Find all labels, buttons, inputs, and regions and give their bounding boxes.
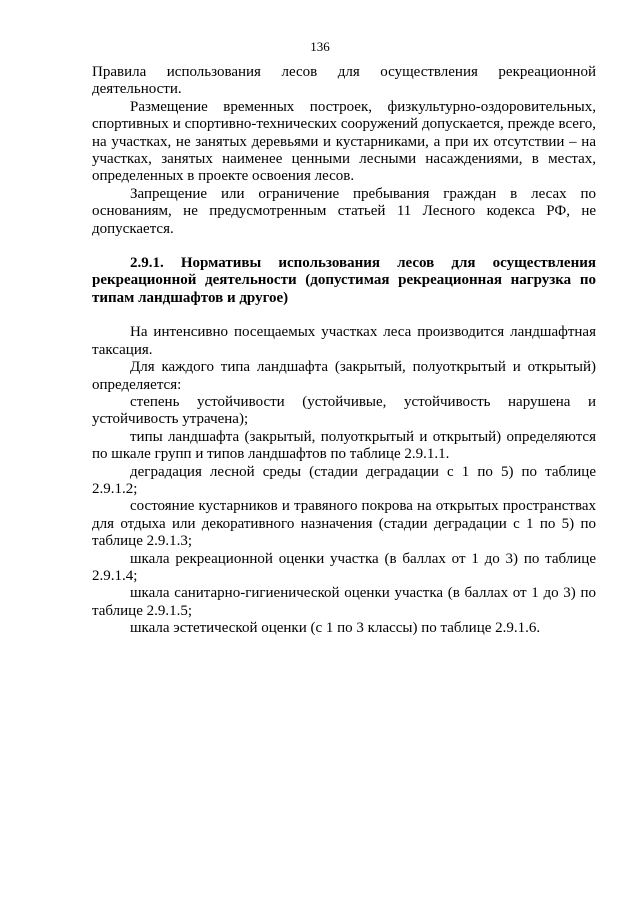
section-heading: 2.9.1. Нормативы использования лесов для осуществления рекреационной деятельности (допустимая рекреационная нагрузка по типам ландшафтов и другое) [92, 255, 596, 306]
list-item-landscape-types: типы ландшафта (закрытый, полуоткрытый и открытый) определяются по шкале групп и типов ландшафтов по таблице 2.9.1.1. [92, 428, 596, 463]
list-item-aesthetic-score: шкала эстетической оценки (с 1 по 3 классы) по таблице 2.9.1.6. [130, 620, 541, 637]
paragraph-access-restriction: Запрещение или ограничение пребывания граждан в лесах по основаниям, не предусмотренным статьей 11 Лесного кодекса РФ, не допускается. [92, 185, 596, 237]
page-number: 136 [310, 39, 330, 54]
paragraph-temporary-structures: Размещение временных построек, физкультурно-оздоровительных, спортивных и спортивно-технических сооружений допускается, прежде всего, на участках, не занятых деревьями и кустарниками, а при их отсутствии – на участках, занятых наименее ценными лесными насаждениями, в местах, определенных в проекте освоения лесов. [92, 98, 596, 185]
paragraph-recreation-rules: Правила использования лесов для осуществления рекреационной деятельности. [92, 64, 596, 98]
paragraph-landscape-taxation: На интенсивно посещаемых участках леса производится ландшафтная таксация. [92, 324, 596, 358]
list-item-stability: степень устойчивости (устойчивые, устойчивость нарушена и устойчивость утрачена); [92, 393, 596, 428]
list-item-shrub-grass-state: состояние кустарников и травяного покрова на открытых пространствах для отдыха или декоративного назначения (стадии деградации с 1 по 5) по таблице 2.9.1.3; [92, 498, 596, 550]
list-item-recreation-score: шкала рекреационной оценки участка (в баллах от 1 до 3) по таблице 2.9.1.4; [92, 550, 596, 584]
list-item-degradation: деградация лесной среды (стадии деградации с 1 по 5) по таблице 2.9.1.2; [92, 463, 596, 497]
page-content [92, 64, 596, 638]
paragraph-landscape-types-intro: Для каждого типа ландшафта (закрытый, полуоткрытый и открытый) определяется: [92, 359, 596, 393]
list-item-sanitary-score: шкала санитарно-гигиенической оценки участка (в баллах от 1 до 3) по таблице 2.9.1.5; [92, 585, 596, 619]
